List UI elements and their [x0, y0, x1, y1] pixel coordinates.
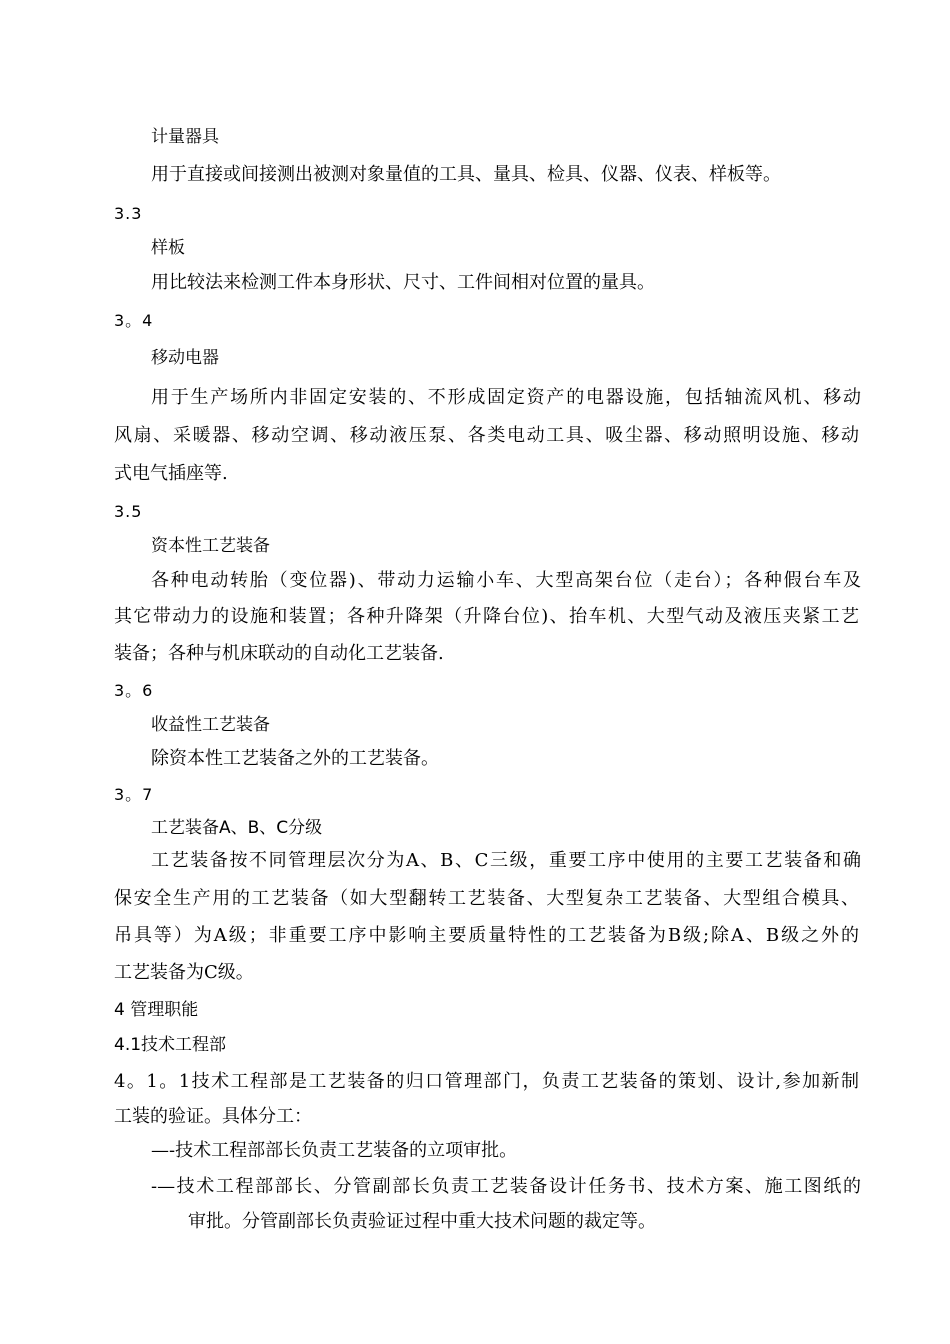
section-number: 3.5 — [114, 502, 143, 521]
section-number: 3。7 — [114, 785, 154, 804]
term-heading-capital-tooling: 资本性工艺装备 — [151, 536, 270, 556]
list-item: -—技术工程部部长、分管副部长负责工艺装备设计任务书、技术方案、施工图纸的 — [151, 1176, 861, 1197]
term-definition: 其它带动力的设施和装置；各种升降架（升降台位)、抬车机、大型气动及液压夹紧工艺 — [114, 606, 859, 627]
term-definition: 用比较法来检测工件本身形状、尺寸、工件间相对位置的量具。 — [151, 272, 655, 293]
subsection-heading-technical-engineering: 4.1技术工程部 — [114, 1035, 227, 1055]
section-number: 3.3 — [114, 204, 143, 223]
term-definition: 工艺装备为C级。 — [114, 962, 254, 983]
term-heading-mobile-electrical: 移动电器 — [151, 348, 219, 368]
term-definition: 吊具等）为A级；非重要工序中影响主要质量特性的工艺装备为B级;除A、B级之外的 — [114, 925, 859, 946]
clause-text: 工装的验证。具体分工： — [114, 1106, 312, 1127]
term-heading-abc-classification: 工艺装备A、B、C分级 — [151, 818, 323, 838]
list-item-continuation: 审批。分管副部长负责验证过程中重大技术问题的裁定等。 — [188, 1211, 656, 1232]
term-heading-template: 样板 — [151, 238, 185, 258]
list-item: —-技术工程部部长负责工艺装备的立项审批。 — [151, 1140, 518, 1161]
term-heading-revenue-tooling: 收益性工艺装备 — [151, 715, 270, 735]
term-definition: 装备；各种与机床联动的自动化工艺装备. — [114, 643, 444, 664]
term-definition: 各种电动转胎（变位器)、带动力运输小车、大型高架台位（走台）；各种假台车及 — [151, 570, 861, 591]
term-definition: 用于生产场所内非固定安装的、不形成固定资产的电器设施，包括轴流风机、移动 — [151, 387, 861, 408]
section-heading-management-functions: 4 管理职能 — [114, 1000, 199, 1020]
clause-text: 4。1。1技术工程部是工艺装备的归口管理部门，负责工艺装备的策划、设计,参加新制 — [114, 1071, 859, 1092]
section-number: 3。6 — [114, 681, 154, 700]
term-definition: 保安全生产用的工艺装备（如大型翻转工艺装备、大型复杂工艺装备、大型组合模具、 — [114, 888, 859, 909]
term-definition: 风扇、采暖器、移动空调、移动液压泵、各类电动工具、吸尘器、移动照明设施、移动 — [114, 425, 859, 446]
term-definition: 工艺装备按不同管理层次分为A、B、C三级，重要工序中使用的主要工艺装备和确 — [151, 850, 861, 871]
term-heading-measuring-instruments: 计量器具 — [151, 127, 219, 147]
term-definition: 用于直接或间接测出被测对象量值的工具、量具、检具、仪器、仪表、样板等。 — [151, 164, 781, 185]
term-definition: 式电气插座等. — [114, 463, 228, 484]
section-number: 3。4 — [114, 311, 154, 330]
term-definition: 除资本性工艺装备之外的工艺装备。 — [151, 748, 439, 769]
